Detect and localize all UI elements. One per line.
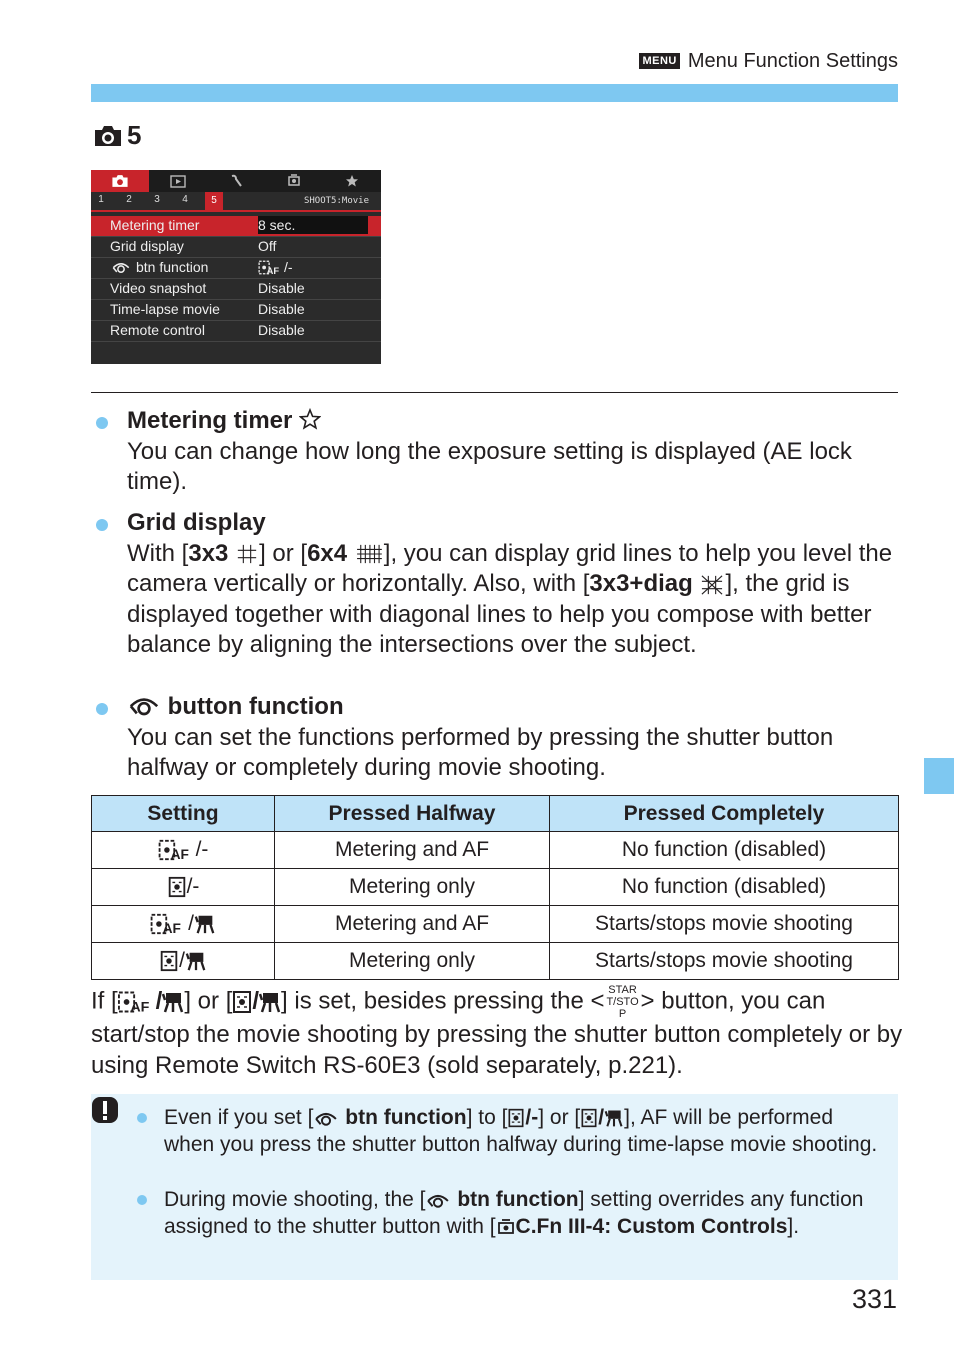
- setting-cell: [92, 906, 275, 943]
- note-text: ] to [: [466, 1106, 508, 1129]
- section-tab-label: [93, 120, 141, 151]
- metering-af-icon: [258, 260, 284, 275]
- bullet: [137, 1113, 147, 1123]
- header-title: Menu Function Settings: [687, 50, 898, 72]
- metering-af-icon: [118, 990, 156, 1014]
- row-value: Disable: [258, 280, 305, 296]
- paragraph-text: ] or [: [184, 987, 233, 1015]
- grid-text: ] or [: [259, 539, 308, 567]
- grid-diag-label: 3x3+diag: [589, 570, 693, 597]
- start-stop-paragraph: If [ / ] or [ / ] is set, besides pressing the < START/STOP > button, you can start/stop the movie shooting by pressing the shutter button completely or by using Remote Switch RS-60E3 (sold separately, p.221).: [91, 984, 903, 1079]
- menu-row-metering-timer[interactable]: [91, 216, 381, 237]
- table-row: [92, 869, 899, 906]
- shutter-button-icon: [313, 1109, 339, 1127]
- start-stop-button-label: START/STOP: [606, 984, 639, 1020]
- setting-cell: [92, 869, 275, 906]
- star-icon: [299, 408, 321, 430]
- custom-function-icon[interactable]: [265, 170, 323, 192]
- setting-text: /: [179, 949, 185, 972]
- page-number-1[interactable]: 1: [98, 194, 104, 205]
- movie-icon: [185, 950, 207, 972]
- table-header: Pressed Halfway: [275, 796, 550, 832]
- row-name: Remote control: [110, 322, 205, 338]
- note-bold: /-: [525, 1106, 539, 1129]
- grid-3x3-icon: [235, 543, 259, 565]
- note-bold: btn function: [457, 1188, 579, 1211]
- metering-af-icon: [158, 839, 196, 861]
- wrench-icon[interactable]: [207, 170, 265, 192]
- movie-icon: [194, 913, 216, 935]
- bullet: [96, 703, 108, 715]
- paragraph-text: ] is set, besides pressing the <: [281, 987, 605, 1015]
- note-text: ] or [: [538, 1106, 581, 1129]
- bullet: [137, 1195, 147, 1205]
- row-name: Time-lapse movie: [110, 301, 220, 317]
- setting-text: /-: [186, 875, 200, 898]
- menu-row-btn-function[interactable]: [91, 258, 381, 279]
- table-row: [92, 832, 899, 869]
- paragraph-text: > button, you can start/stop the movie shooting by pressing the shutter button completely or by using Remote Switch RS-60E3 (sold separately, p.221).: [91, 987, 903, 1079]
- setting-cell: [92, 832, 275, 869]
- camera-icon: [93, 124, 123, 148]
- table-row: [92, 943, 899, 980]
- shutter-button-icon: [425, 1191, 451, 1209]
- button-function-title: button function: [167, 693, 344, 720]
- page-number: 331: [851, 1284, 897, 1314]
- star-icon[interactable]: [323, 170, 381, 192]
- setting-text: /-: [195, 838, 209, 861]
- movie-icon: [604, 1108, 624, 1128]
- caution-icon: [90, 1096, 120, 1124]
- metering-timer-body: You can change how long the exposure setting is displayed (AE lock time).: [127, 437, 852, 495]
- metering-af-icon: [150, 913, 188, 935]
- completely-cell: No function (disabled): [550, 832, 899, 869]
- metering-icon: [167, 876, 187, 898]
- shutter-button-icon: [127, 693, 161, 717]
- grid-3x3-label: 3x3: [188, 539, 229, 567]
- camera-mode-label: SHOOT5:Movie: [303, 196, 369, 206]
- metering-timer-title: Metering timer: [127, 407, 293, 434]
- row-name: btn function: [136, 259, 209, 275]
- menu-row-video-snapshot[interactable]: [91, 279, 381, 300]
- note-text: ] setting overrides any function assigned to the shutter button with [: [164, 1188, 864, 1238]
- row-value: Off: [258, 238, 277, 254]
- grid-text: ], you can display grid lines to help you level the camera vertically or horizontally. Also, with [: [127, 539, 893, 597]
- camera-menu-tabs: [91, 170, 381, 192]
- setting-text: /: [188, 912, 194, 935]
- camera-icon[interactable]: [91, 170, 149, 192]
- section-metering-timer: [127, 406, 899, 498]
- tab-number: 5: [127, 120, 142, 150]
- table-header-row: [92, 796, 899, 832]
- page-number-3[interactable]: 3: [154, 194, 160, 205]
- function-table: [91, 795, 899, 980]
- chapter-side-tab: [924, 758, 954, 794]
- halfway-cell: Metering and AF: [275, 832, 550, 869]
- note-bold: C.Fn III-4: Custom Controls: [515, 1215, 788, 1238]
- menu-badge: MENU: [639, 53, 679, 69]
- page-number-2[interactable]: 2: [126, 194, 132, 205]
- completely-cell: No function (disabled): [550, 869, 899, 906]
- note-bold: btn function: [345, 1106, 467, 1129]
- grid-display-title: Grid display: [127, 509, 266, 536]
- table-row: [92, 906, 899, 943]
- divider: [91, 392, 898, 393]
- menu-row-time-lapse-movie[interactable]: [91, 300, 381, 321]
- note-text: Even if you set [: [164, 1106, 314, 1129]
- grid-text: With [: [127, 539, 189, 567]
- movie-icon: [162, 990, 184, 1014]
- page-number-5[interactable]: 5: [205, 192, 223, 210]
- halfway-cell: Metering only: [275, 869, 550, 906]
- metering-icon: [507, 1108, 525, 1128]
- note-text: During movie shooting, the [: [164, 1188, 426, 1211]
- halfway-cell: Metering only: [275, 943, 550, 980]
- menu-row-remote-control[interactable]: [91, 321, 381, 342]
- metering-icon: [232, 990, 252, 1014]
- page-number-4[interactable]: 4: [182, 194, 188, 205]
- grid-text: ], the grid is displayed together with diagonal lines to help you compose with better balance by aligning the intersections over the subject.: [127, 570, 872, 658]
- section-button-function: [127, 692, 899, 784]
- custom-function-icon: [496, 1218, 516, 1236]
- header-bar: [91, 84, 898, 102]
- movie-icon: [259, 990, 281, 1014]
- page-header: [639, 50, 898, 73]
- completely-cell: Starts/stops movie shooting: [550, 906, 899, 943]
- table-header: Pressed Completely: [550, 796, 899, 832]
- row-name: Metering timer: [110, 217, 200, 233]
- row-name: Grid display: [110, 238, 184, 254]
- bullet: [96, 417, 108, 429]
- row-value: Disable: [258, 301, 305, 317]
- caution-note-1: Even if you set [ btn function] to [ /-] or [ / ], AF will be performed when you press the shutter button halfway during time-lapse movie shooting.: [164, 1106, 878, 1156]
- row-name: Video snapshot: [110, 280, 207, 296]
- camera-menu-screen: [91, 170, 381, 364]
- note-text: ], AF will be performed when you press the shutter button halfway during time-lapse movie shooting.: [164, 1106, 878, 1156]
- halfway-cell: Metering and AF: [275, 906, 550, 943]
- paragraph-text: If [: [91, 987, 118, 1015]
- metering-icon: [159, 950, 179, 972]
- menu-row-grid-display[interactable]: [91, 237, 381, 258]
- note-text: ].: [787, 1215, 800, 1238]
- row-value: 8 sec.: [258, 216, 368, 234]
- metering-icon: [580, 1108, 598, 1128]
- completely-cell: Starts/stops movie shooting: [550, 943, 899, 980]
- bullet: [96, 519, 108, 531]
- setting-cell: [92, 943, 275, 980]
- shutter-button-icon: [110, 260, 132, 274]
- play-icon[interactable]: [149, 170, 207, 192]
- row-value: /-: [284, 259, 293, 275]
- grid-6x4-icon: [354, 543, 384, 565]
- button-function-body: You can set the functions performed by pressing the shutter button halfway or completely during movie shooting.: [127, 723, 834, 781]
- row-value: Disable: [258, 322, 305, 338]
- section-grid-display: [127, 508, 899, 661]
- grid-diag-icon: [699, 574, 725, 596]
- camera-menu-page-numbers: [91, 192, 381, 212]
- caution-note-2: [164, 1186, 884, 1240]
- grid-6x4-label: 6x4: [307, 539, 348, 567]
- table-header: Setting: [92, 796, 275, 832]
